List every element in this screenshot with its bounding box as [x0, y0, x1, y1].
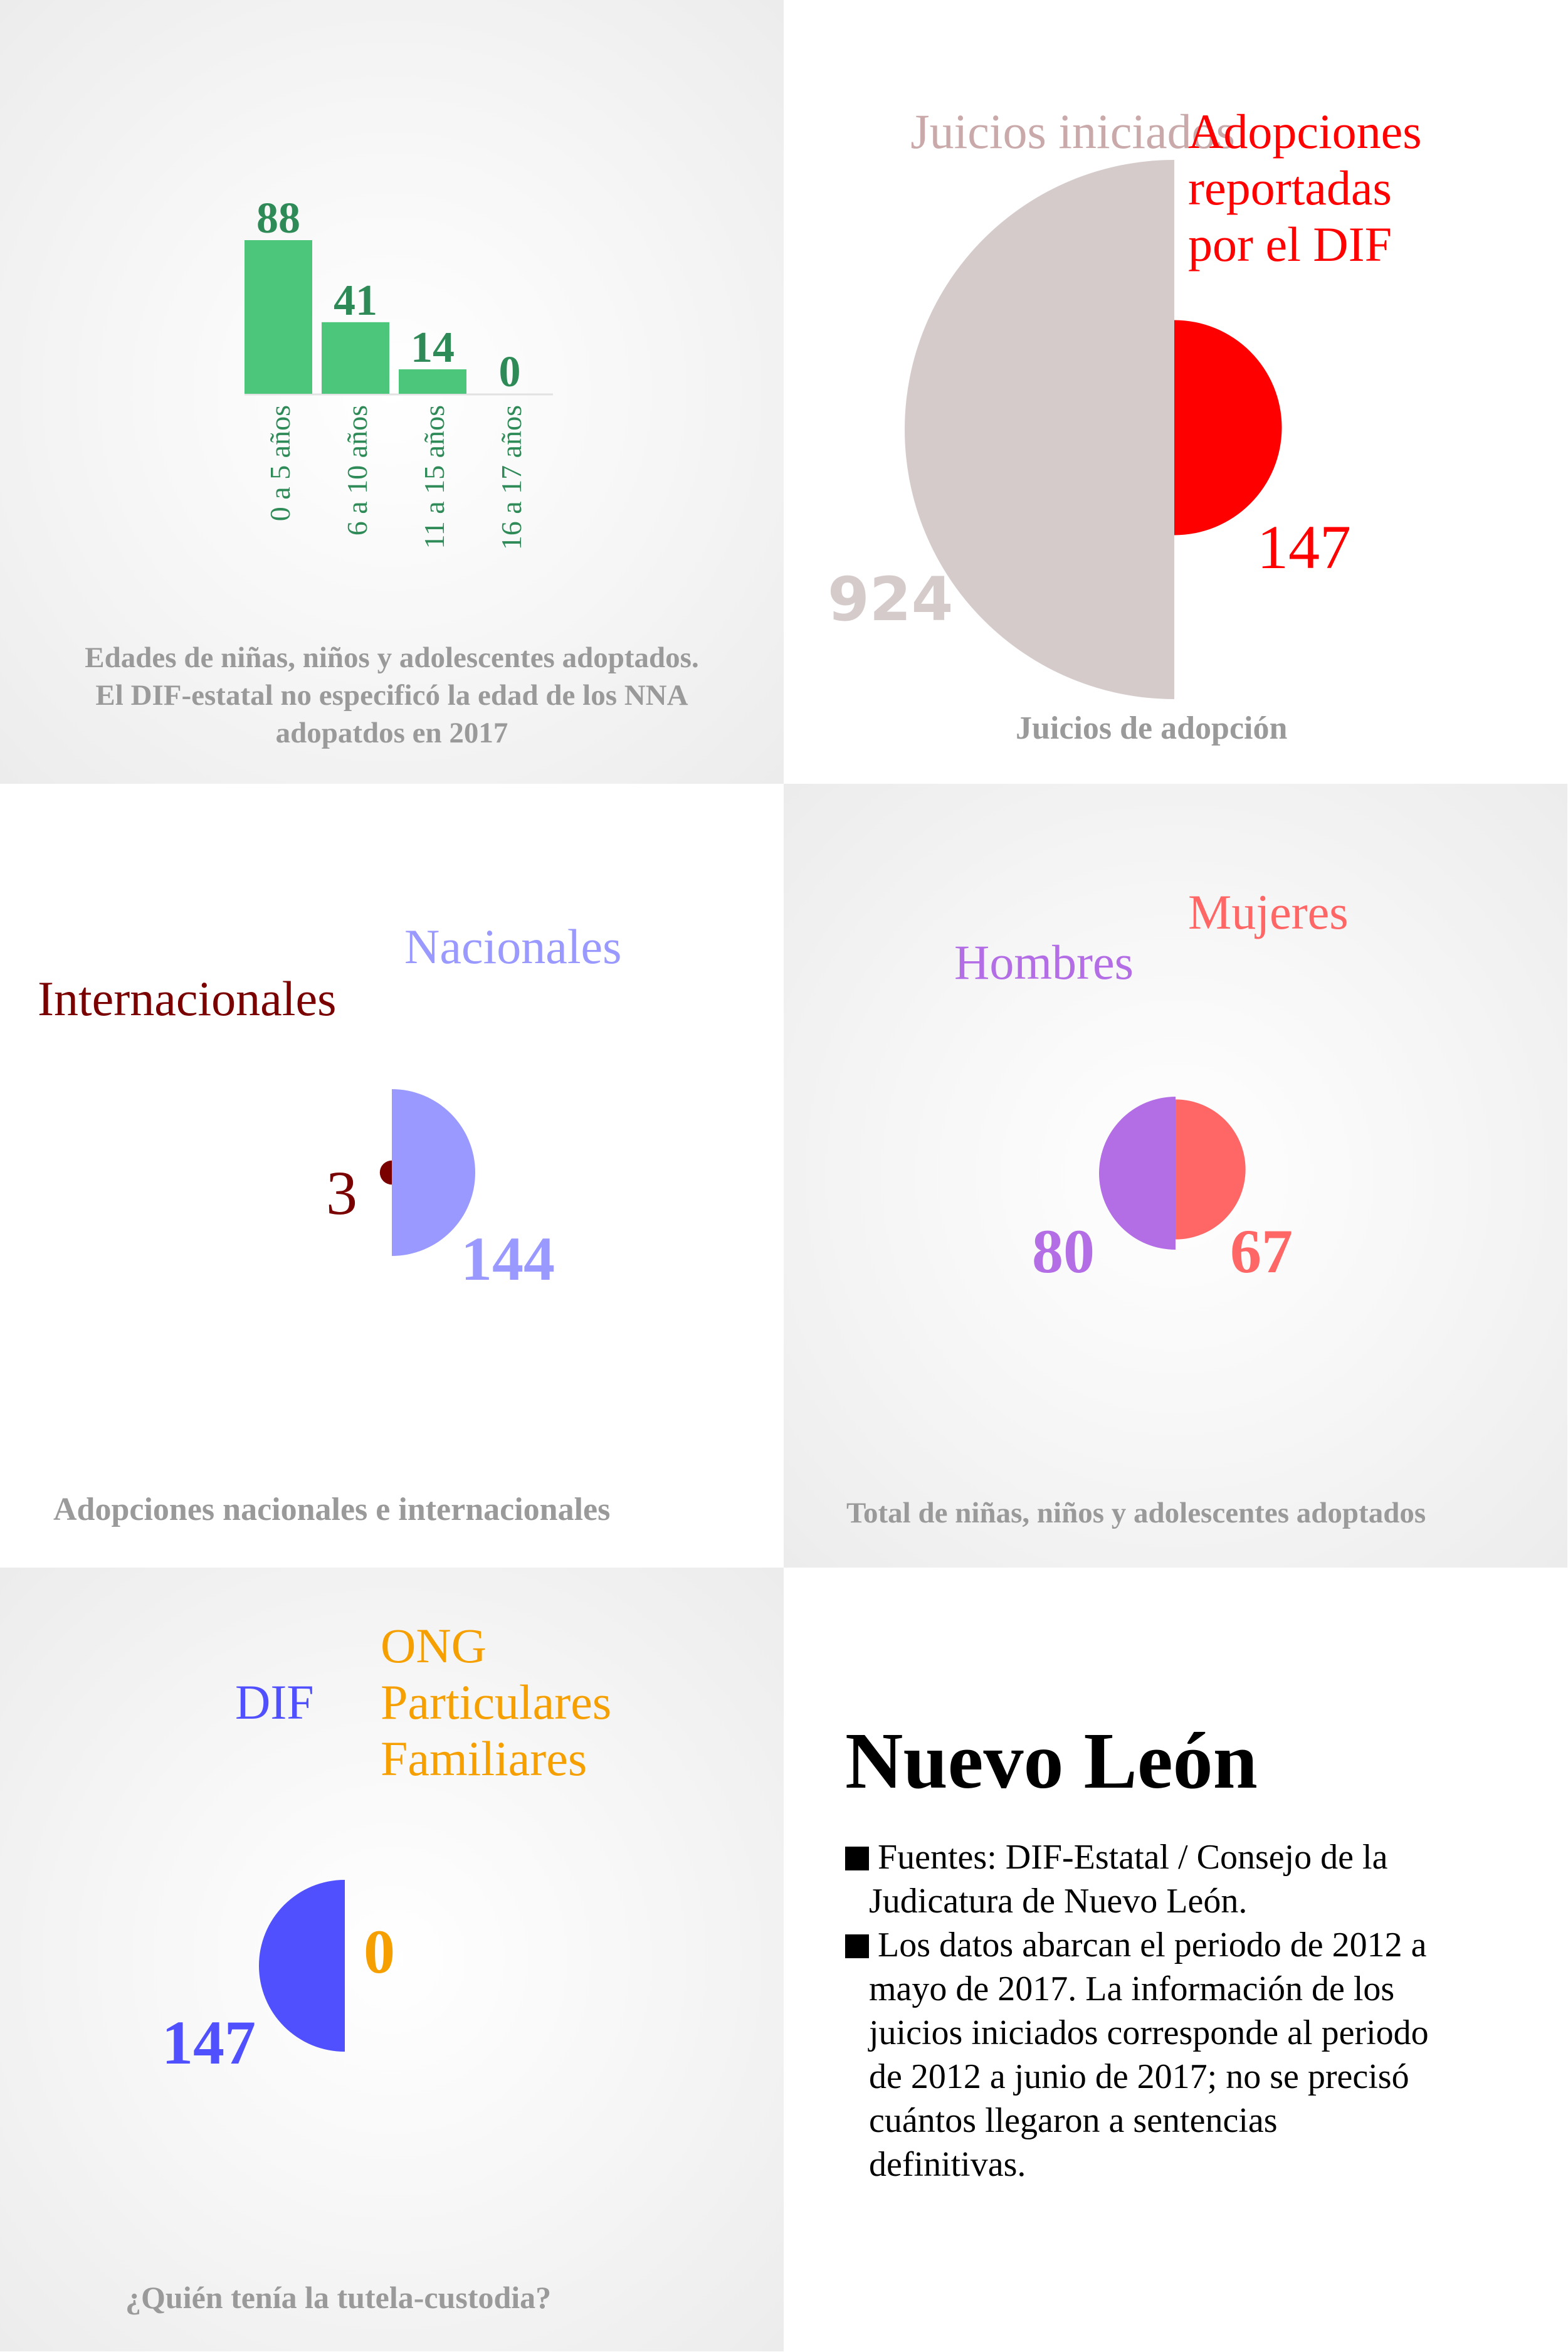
- ages-caption-line-2: El DIF-estatal no especificó la edad de los NNA: [95, 679, 688, 712]
- internacionales-value: 3: [326, 1158, 357, 1228]
- dif-label: DIF: [235, 1675, 314, 1729]
- bar-value-label: 41: [334, 276, 377, 325]
- mujeres-value: 67: [1230, 1216, 1293, 1286]
- bar-category-label: 0 a 5 años: [264, 405, 296, 522]
- bar-category-label: 16 a 17 años: [495, 405, 527, 551]
- state-title: Nuevo León: [845, 1716, 1258, 1805]
- dif-half: [259, 1880, 345, 2052]
- bar-category-label: 6 a 10 años: [341, 405, 373, 536]
- national-half-circle-chart: [0, 784, 784, 1568]
- period-line-6: definitivas.: [869, 2145, 1026, 2184]
- period-line-3: juicios iniciados corresponde al periodo: [869, 2013, 1429, 2052]
- custody-caption: ¿Quién tenía la tutela-custodia?: [125, 2280, 552, 2315]
- period-line-4: de 2012 a junio de 2017; no se precisó: [869, 2057, 1409, 2096]
- ong-label-line-2: Particulares: [381, 1675, 612, 1729]
- bar-category-label: 11 a 15 años: [418, 405, 450, 549]
- ages-panel: [0, 0, 784, 784]
- ong-label-line-3: Familiares: [381, 1731, 587, 1786]
- bar-0: [245, 240, 312, 394]
- sources-line-1: Fuentes: DIF-Estatal / Consejo de la: [878, 1838, 1388, 1877]
- nacionales-value: 144: [461, 1224, 555, 1294]
- hombres-value: 80: [1032, 1216, 1095, 1286]
- national-caption: Adopciones nacionales e internacionales: [53, 1492, 611, 1527]
- gender-caption: Total de niñas, niños y adolescentes adoptados: [846, 1497, 1426, 1529]
- period-line-5: cuántos llegaron a sentencias: [869, 2101, 1278, 2140]
- internacionales-label: Internacionales: [38, 971, 337, 1026]
- adopciones-label-line-1: Adopciones: [1188, 104, 1422, 159]
- info-panel: [784, 1568, 1567, 2351]
- nacionales-label: Nacionales: [404, 919, 622, 974]
- bullet-icon-1: [845, 1847, 869, 1870]
- ages-caption-line-1: Edades de niñas, niños y adolescentes adoptados.: [85, 641, 699, 674]
- gender-half-circle-chart: [784, 784, 1567, 1568]
- internacionales-half: [380, 1161, 392, 1184]
- adopciones-label-line-2: reportadas: [1188, 161, 1392, 215]
- bar-1: [322, 322, 389, 394]
- sources-line-2: Judicatura de Nuevo León.: [869, 1882, 1248, 1921]
- ong-label-line-1: ONG: [381, 1618, 487, 1673]
- period-line-1: Los datos abarcan el periodo de 2012 a: [878, 1926, 1427, 1964]
- ong-value: 0: [364, 1917, 395, 1986]
- national-panel: [0, 784, 784, 1568]
- period-line-2: mayo de 2017. La información de los: [869, 1970, 1395, 2008]
- mujeres-label: Mujeres: [1188, 885, 1349, 939]
- bar-2: [399, 369, 466, 394]
- gender-panel: [784, 784, 1567, 1568]
- hombres-label: Hombres: [954, 935, 1134, 989]
- custody-panel: [0, 1568, 784, 2351]
- juicios-iniciados-label: Juicios iniciados: [910, 104, 1235, 159]
- bullet-icon-2: [845, 1934, 869, 1958]
- bar-value-label: 88: [256, 194, 300, 243]
- trials-caption: Juicios de adopción: [1016, 710, 1288, 746]
- hombres-half: [1099, 1097, 1176, 1250]
- bar-value-label: 14: [411, 324, 455, 372]
- bar-value-label: 0: [498, 348, 521, 396]
- ages-caption-line-3: adopatdos en 2017: [275, 717, 508, 749]
- juicios-iniciados-value: 924: [828, 564, 954, 635]
- trials-panel: [784, 0, 1567, 784]
- adopciones-dif-half: [1174, 320, 1282, 535]
- adopciones-label-line-3: por el DIF: [1188, 217, 1392, 272]
- adopciones-dif-value: 147: [1257, 512, 1351, 582]
- dif-value: 147: [162, 2008, 256, 2077]
